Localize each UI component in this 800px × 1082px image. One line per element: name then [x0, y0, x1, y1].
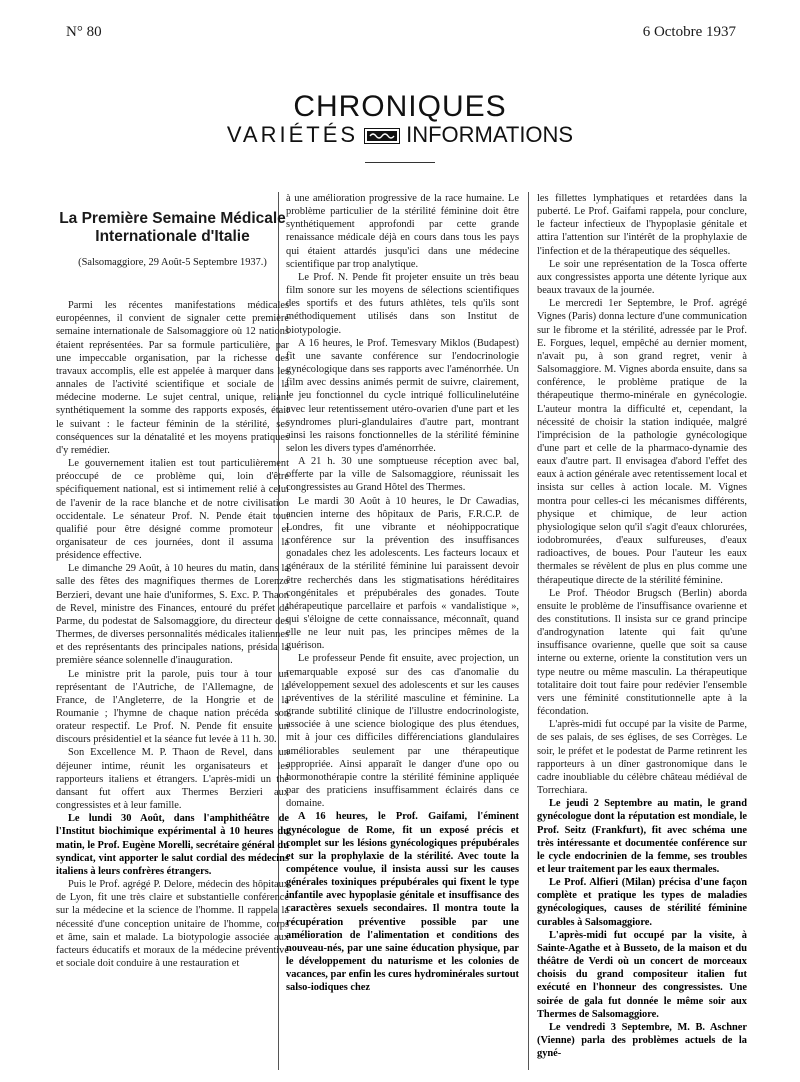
paragraph: Le mardi 30 Août à 10 heures, le Dr Cawadias, ancien interne des hôpitaux de Paris, F.R.C.P. de Londres, fit une vibrante et néohippocratique conférence sur la prévention des insuffisances gonadales chez les adolescents. Les facteurs locaux et généraux de la stérilité féminine lui paraissent devoir être recherchés dans les stigmatisations héréditaires congénitales et prépubérales des gonades. Toute thérapeutique parcellaire et parfois « vandalistique », qui s'éloigne de cette connaissance, méconnaît, quand elle ne leur nuit pas, les principes mêmes de la guérison. — [286, 495, 519, 652]
paragraph: Le Prof. N. Pende fit projeter ensuite un très beau film sonore sur les moyens de sélections scientifiques des sportifs et des futurs athlètes, tels qu'ils sont méthodiquement utilisés dans son Institut de biotypologie. — [286, 271, 519, 336]
paragraph: Le professeur Pende fit ensuite, avec projection, un remarquable exposé sur des cas d'anomalie du développement sexuel des adolescents et sur les causes préventives de la stérilité masculine et féminine. La grande subtilité clinique de l'illustre endocrinologiste, associée à une science biologique des plus étendues, mit à jour ces difficiles différenciations glandulaires améliorables seulement par une thérapeutique appropriée. Ainsi apparaît le danger d'une opo ou hormonothérapie contre la stérilité féminine appliquée par des praticiens insuffisamment éclairés dans ce domaine. — [286, 653, 519, 810]
paragraph: L'après-midi fut occupé par la visite de Parme, de ses palais, de ses églises, de ses Corrèges. Le soir, le préfet et le podestat de Parme retinrent les rapporteurs à un dîner gastronomique dans le cadre inoubliable du célèbre château médiéval de Torrechiara. — [537, 719, 747, 797]
paragraph: Le lundi 30 Août, dans l'amphithéâtre de l'Institut biochimique expérimental à 10 heures du matin, le Prof. Eugène Morelli, secrétaire général du syndicat, vint apporter le salut cordial des médecins italiens à leurs confrères étrangers. — [56, 813, 289, 877]
paragraph: Son Excellence M. P. Thaon de Revel, dans un déjeuner intime, réunit les organisateurs et les rapporteurs italiens et étrangers. L'après-midi un thé dansant fut offert aux Thermes Berzieri aux congressistes et à leur famille. — [56, 747, 289, 812]
column-2 — [286, 192, 519, 1064]
paragraph: les fillettes lymphatiques et retardées dans la puberté. Le Prof. Gaifami rappela, pour conclure, le facteur infectieux de l'hypoplasie génitale et attira l'attention sur l'intérêt de la prophylaxie de l'infection et de la thérapeutique des séquelles. — [537, 193, 747, 257]
paragraph: Le vendredi 3 Septembre, M. B. Aschner (Vienne) parla des problèmes actuels de la gyné- — [537, 1021, 747, 1060]
paragraph: Le ministre prit la parole, puis tour à tour un représentant de l'Autriche, de l'Allemagne, de la France, de l'Angleterre, de la Hongrie et de la Roumanie ; l'hymne de chaque nation précéda son orateur respectif. Le Prof. N. Pende fit ensuite un discours présidentiel et la séance fut levée à 11 h. 30. — [56, 668, 289, 746]
paragraph: L'après-midi fut occupé par la visite, à Sainte-Agathe et à Busseto, de la maison et du théâtre de Verdi où un concert de morceaux choisis du grand compositeur italien fut exécuté en l'honneur des congressistes. Une soirée de gala fut donnée le même soir aux Thermes de Salsomaggiore. — [537, 929, 747, 1020]
paragraph: Le jeudi 2 Septembre au matin, le grand gynécologue dont la réputation est mondiale, le Prof. Seitz (Frankfurt), fit avec schéma une très intéressante et documentée conférence sur le cycle endocrinien de la femme, ses troubles et leur traitement par les eaux thermales. — [537, 798, 747, 875]
paragraph: Le Prof. Théodor Brugsch (Berlin) aborda ensuite le problème de l'insuffisance ovarienne et des constitutions. Il insista sur ce grand principe d'androgynation latente qui fait qu'une insuffisance ovarienne, quelle que soit sa cause interne ou externe, oriente la constitution vers un type neutre ou même masculin. La thérapeutique totalitaire doit tout faire pour redévier l'ensemble vers une féminité constitutionnelle apte à la fécondation. — [537, 587, 747, 718]
masthead-informations: INFORMATIONS — [406, 122, 574, 147]
masthead-subtitle — [0, 122, 800, 148]
paragraph: Le dimanche 29 Août, à 10 heures du matin, dans la salle des fêtes des magnifiques thermes de Lorenzo Berzieri, devant une haie d'uniformes, S. Exc. P. Thaon de Revel, ministre des Finances, entouré du préfet de Parme, du podestat de Salsomaggiore, du directeur des Thermes, de diverses personnalités médicales italiennes et des représentants des principales nations, présida la première séance solennelle d'inauguration. — [56, 563, 289, 667]
paragraph: A 21 h. 30 une somptueuse réception avec bal, offerte par la ville de Salsomaggiore, réunissait les congressistes au Grand Hôtel des Thermes. — [286, 456, 519, 494]
title-divider — [365, 162, 435, 163]
paragraph: Le Prof. Alfieri (Milan) précisa d'une façon complète et pratique les types de maladies gynécologiques, causes de stérilité féminine curables à Salsomaggiore. — [537, 877, 747, 928]
column-1 — [56, 196, 289, 1068]
paragraph: Le soir une représentation de la Tosca offerte aux congressistes apporta une détente lyrique aux beaux travaux de la journée. — [537, 258, 747, 297]
ornament-icon — [364, 128, 400, 144]
article-title: La Première Semaine Médicale Internationale d'Italie — [59, 210, 286, 245]
column-3 — [537, 192, 747, 1064]
article-subtitle: (Salsomaggiore, 29 Août-5 Septembre 1937.) — [78, 257, 267, 268]
issue-number: N° 80 — [66, 24, 102, 40]
column-rule — [528, 192, 529, 1070]
masthead-title: CHRONIQUES — [293, 90, 507, 123]
paragraph: Parmi les récentes manifestations médicales européennes, il convient de signaler cette première semaine internationale de Salsomaggiore où 12 nations étaient représentées. Par sa formule particulière, par une impeccable organisation, par la richesse des travaux accomplis, elle est appelée à marquer dans les annales de l'activité scientifique et sociale de la médecine moderne. Le sujet central, unique, reliant synthétiquement la somme des rapports exposés, était le suivant : le facteur féminin de la stérilité, ses conséquences sur la dénatalité et les moyens pratiques d'y remédier. — [56, 300, 289, 456]
paragraph: A 16 heures, le Prof. Gaifami, l'éminent gynécologue de Rome, fit un exposé précis et complet sur les lésions gynécologiques prépubérales et sur la prophylaxie de la stérilité. Avec toute la compétence voulue, il insista aussi sur les causes générales toxiniques prépubérales qui fixent le type infantile avec hypoplasie génitale et insuffisance des caractères sexuels secondaires. Il montra toute la récupération préventive possible par une amélioration de l'alimentation et conditions des nouveau-nés, par une saine éducation physique, par le développement du naturisme et les colonies de vacances, par enfin les cures hydrominérales surtout salso-iodiques chez — [286, 811, 519, 994]
paragraph: Le mercredi 1er Septembre, le Prof. agrégé Vignes (Paris) donna lecture d'une communication sur le fibrome et la stérilité, adressée par le Prof. E. Forgues, lequel, empêché au dernier moment, n'avait pu, à son grand regret, venir à Salsomaggiore. M. Vignes aborda ensuite, dans sa conférence, le problème pratique de la thérapeutique thermo-minérale en gynécologie. L'auteur montra la difficulté et, cependant, la nécessité de choisir la station indiquée, malgré l'imprécision de la pathologie gynécologique d'une part et celle de la pharmaco-dynamie des eaux d'autre part. Il envisagea d'abord l'effet des eaux à action générale avec retentissement local et insista sur celles à action locale. M. Vignes montra pour celles-ci les mécanismes différents, physique et chimique, de leur action physiologique selon qu'il s'agit d'eaux chlorurées, iodobromurées, d'eaux sulfureuses, d'eaux radioactives, de boues. Pour l'auteur les eaux thermales se révèlent de plus en plus comme une thérapeutique directe de la stérilité féminine. — [537, 298, 747, 586]
paragraph: Le gouvernement italien est tout particulièrement préoccupé de ce problème qui, loin d'être spécifiquement national, est si intimement relié à celui de l'avenir de la race blanche et de notre civilisation occidentale. Le sénateur Prof. N. Pende était tout qualifié pour être désigné comme promoteur et organisateur de ces journées, dont il assuma la présidence effective. — [56, 458, 289, 562]
paragraph: A 16 heures, le Prof. Temesvary Miklos (Budapest) fit une savante conférence sur l'endocrinologie gynécologique dans ses rapports avec l'aménorrhée. Un film avec dessins animés permit de suivre, clairement, le jeu fonctionnel du cycle intriqué folliculinelutéine avec leur retentissement utéro-ovarien d'une part et les syndromes pluri-glandulaires d'autre part, montrant ainsi les raisons fonctionnelles de la stérilité féminine selon les divers types d'aménorrhée. — [286, 337, 519, 454]
paragraph: Puis le Prof. agrégé P. Delore, médecin des hôpitaux de Lyon, fit une très claire et substantielle conférence sur la médecine et la science de l'homme. Il rappela la nécessité d'une conception unitaire de l'homme, corps et âme, sain et malade. La biotypologie associée aux facteurs éducatifs et moraux de la médecine préventive et sociale doit conduire à une restauration et — [56, 879, 289, 969]
issue-date: 6 Octobre 1937 — [642, 24, 736, 40]
masthead-varietes: VARIÉTÉS — [226, 122, 359, 147]
paragraph: à une amélioration progressive de la race humaine. Le problème particulier de la stérilité féminine doit être synthétiquement approfondi par cette grande renaissance médicale déjà en cours dans tous les pays qui étaient attardés jusqu'ici dans une médecine scientifique par trop analytique. — [286, 193, 519, 270]
